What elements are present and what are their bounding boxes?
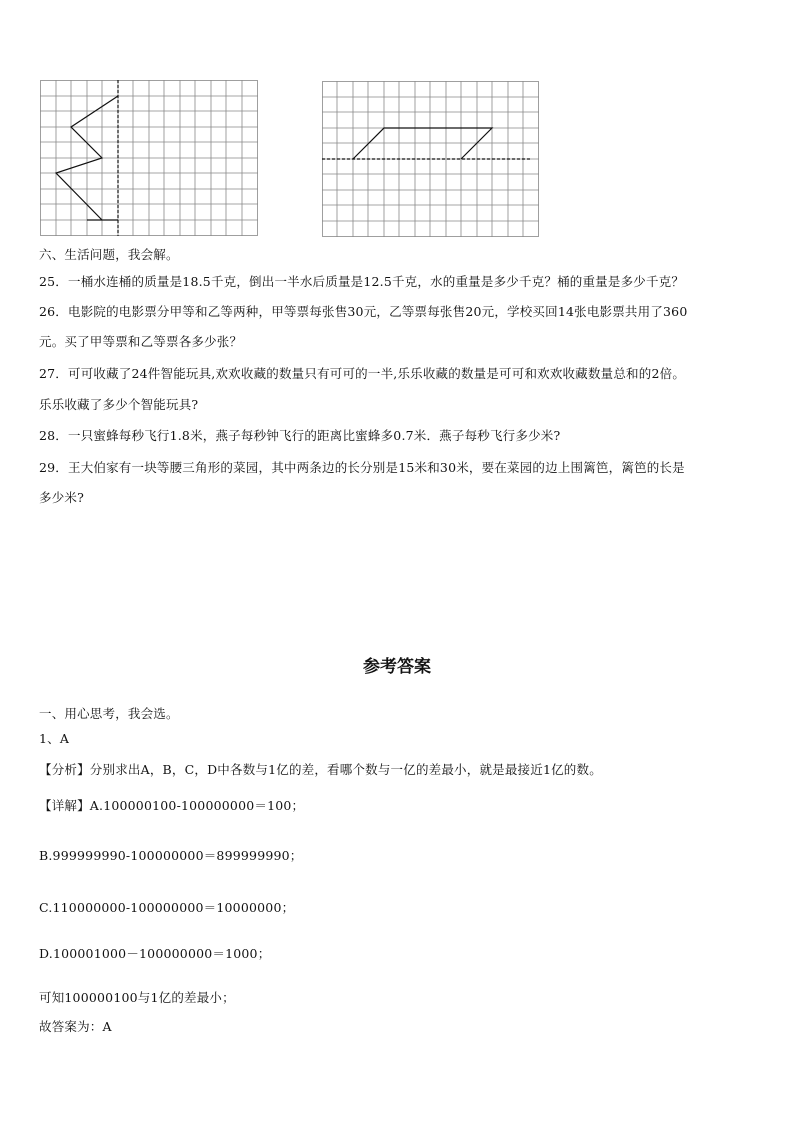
question-27-line2: 乐乐收藏了多少个智能玩具? [39,397,199,412]
grid-right-svg [322,81,542,241]
grid-figure-right [322,81,542,241]
question-28: 28．一只蜜蜂每秒飞行1.8米，燕子每秒钟飞行的距离比蜜蜂多0.7米．燕子每秒飞行多少米? [39,428,561,443]
grid-left-svg [40,80,260,240]
answer-number: 1、A [39,731,70,746]
final-answer: 故答案为：A [39,1019,112,1034]
question-29-line2: 多少米? [39,490,85,505]
calc-c: C.110000000-100000000＝10000000； [39,900,295,915]
question-26-line2: 元。买了甲等票和乙等票各多少张？ [39,334,243,349]
question-27-line1: 27．可可收藏了24件智能玩具,欢欢收藏的数量只有可可的一半,乐乐收藏的数量是可可和欢欢收藏数量总和的2倍。 [39,366,686,381]
question-29-line1: 29．王大伯家有一块等腰三角形的菜园，其中两条边的长分别是15米和30米，要在菜园的边上围篱笆，篱笆的长是 [39,460,685,475]
question-25: 25．一桶水连桶的质量是18.5千克，倒出一半水后质量是12.5千克，水的重量是多少千克？桶的重量是多少千克？ [39,274,685,289]
parallelogram-shape [353,128,492,159]
analysis-text: 【分析】分别求出A，B，C，D中各数与1亿的差，看哪个数与一亿的差最小，就是最接近1亿的数。 [39,762,602,777]
detail-text: 【详解】A.100000100-100000000＝100； [39,798,305,813]
calc-b: B.999999990-100000000＝899999990； [39,848,303,863]
answer-section-heading: 一、用心思考，我会选。 [39,706,179,721]
grid-figure-left [40,80,260,240]
calc-d: D.100001000－100000000＝1000； [39,946,271,961]
answer-title: 参考答案 [363,657,431,677]
question-26-line1: 26．电影院的电影票分甲等和乙等两种，甲等票每张售30元，乙等票每张售20元，学校买回14张电影票共用了360 [39,304,688,319]
section-six-heading: 六、生活问题，我会解。 [39,247,179,262]
conclusion-text: 可知100000100与1亿的差最小； [39,990,235,1005]
grid-left-lines [40,80,258,236]
